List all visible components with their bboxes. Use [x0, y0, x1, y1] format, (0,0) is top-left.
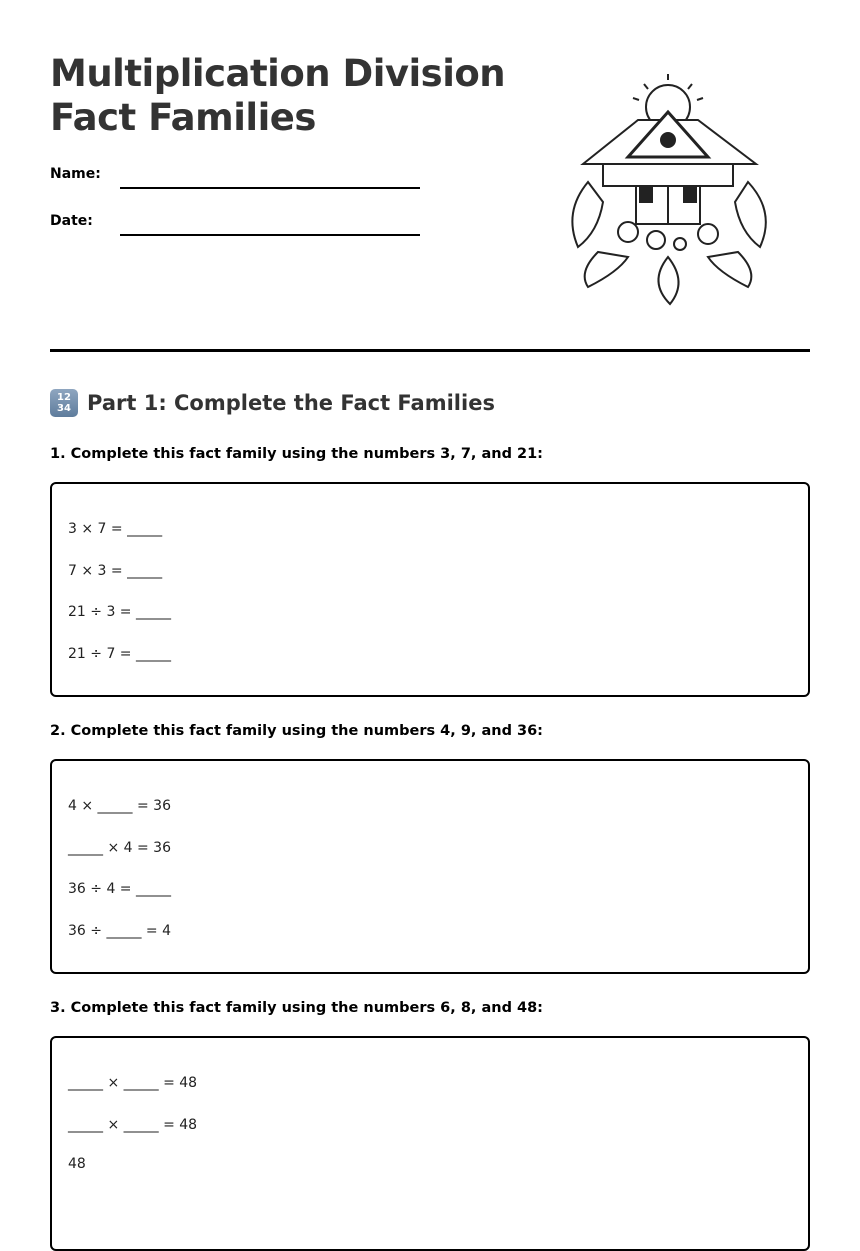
name-field[interactable]	[120, 187, 420, 189]
equation[interactable]: 21 ÷ 7 = _____	[68, 646, 171, 662]
question-2-box	[50, 759, 810, 974]
equation[interactable]: 48	[68, 1156, 86, 1172]
part-1-title: Part 1: Complete the Fact Families	[87, 391, 495, 415]
equation[interactable]: 4 × _____ = 36	[68, 798, 171, 814]
question-1-box	[50, 482, 810, 697]
part-1-heading	[50, 389, 495, 417]
equation[interactable]: 36 ÷ _____ = 4	[68, 923, 171, 939]
equation[interactable]: 3 × 7 = _____	[68, 521, 163, 537]
hut-jungle-illustration	[548, 72, 788, 307]
question-2-prompt: 2. Complete this fact family using the numbers 4, 9, and 36:	[50, 723, 543, 739]
header-divider	[50, 349, 810, 352]
date-label: Date:	[50, 213, 93, 229]
worksheet-title	[50, 52, 505, 140]
equation[interactable]: _____ × _____ = 48	[68, 1117, 198, 1133]
equation[interactable]: _____ × _____ = 48	[68, 1075, 198, 1091]
name-label: Name:	[50, 166, 101, 182]
title-line-1: Multiplication Division	[50, 52, 506, 95]
title-line-2: Fact Families	[50, 96, 316, 139]
date-field[interactable]	[120, 234, 420, 236]
question-3-box	[50, 1036, 810, 1251]
equation[interactable]: _____ × 4 = 36	[68, 840, 171, 856]
question-3-prompt: 3. Complete this fact family using the numbers 6, 8, and 48:	[50, 1000, 543, 1016]
equation[interactable]: 7 × 3 = _____	[68, 563, 163, 579]
equation[interactable]: 36 ÷ 4 = _____	[68, 881, 171, 897]
input-numbers-icon: 12 34	[50, 389, 78, 417]
equation[interactable]: 21 ÷ 3 = _____	[68, 604, 171, 620]
question-1-prompt: 1. Complete this fact family using the numbers 3, 7, and 21:	[50, 446, 543, 462]
